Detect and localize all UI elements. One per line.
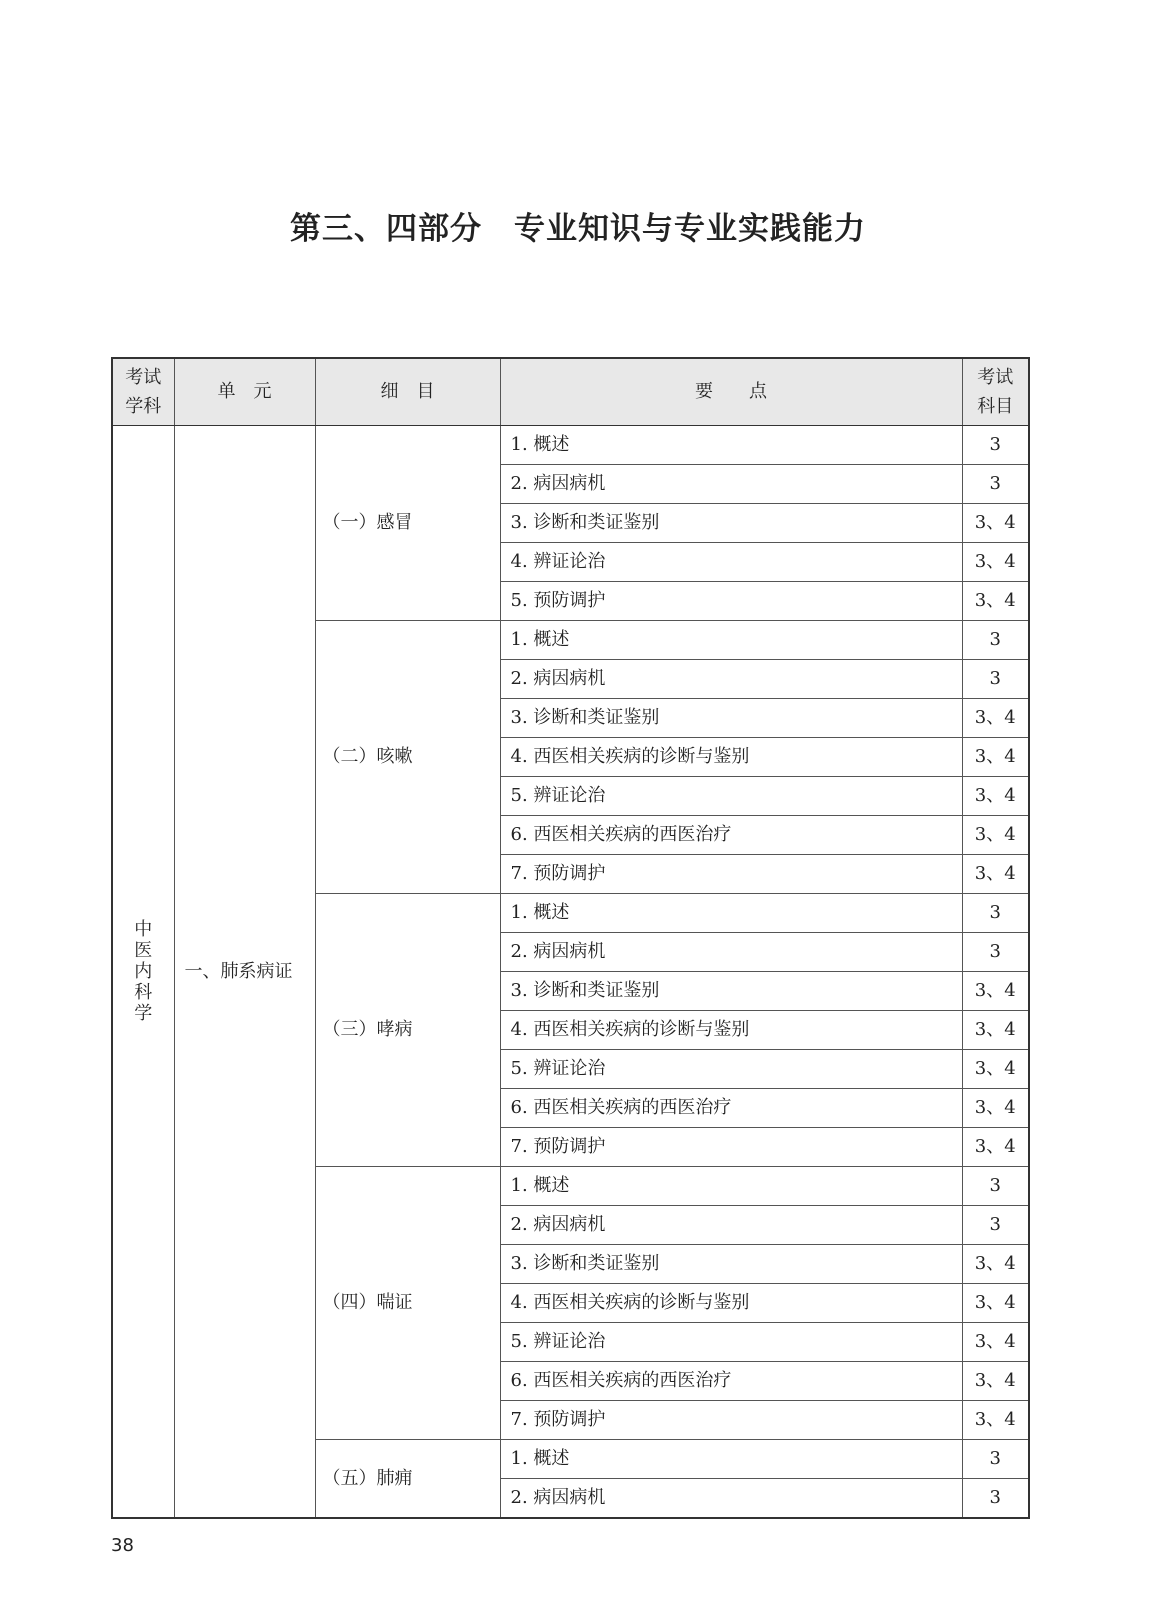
point-cell: 4. 西医相关疾病的诊断与鉴别 [500,1011,962,1050]
level-cell: 3、4 [962,738,1029,777]
point-cell: 3. 诊断和类证鉴别 [500,504,962,543]
level-cell: 3、4 [962,855,1029,894]
level-cell: 3、4 [962,504,1029,543]
point-cell: 1. 概述 [500,894,962,933]
point-cell: 7. 预防调护 [500,1128,962,1167]
page-title: 第三、四部分 专业知识与专业实践能力 [290,211,866,247]
level-cell: 3 [962,1479,1029,1519]
level-cell: 3 [962,660,1029,699]
level-cell: 3 [962,1440,1029,1479]
level-cell: 3 [962,621,1029,660]
point-cell: 1. 概述 [500,426,962,465]
point-cell: 4. 西医相关疾病的诊断与鉴别 [500,1284,962,1323]
level-cell: 3、4 [962,1323,1029,1362]
point-cell: 5. 预防调护 [500,582,962,621]
header-level: 考试科目 [962,358,1029,426]
point-cell: 1. 概述 [500,621,962,660]
level-cell: 3 [962,465,1029,504]
point-cell: 1. 概述 [500,1440,962,1479]
point-cell: 7. 预防调护 [500,1401,962,1440]
syllabus-table [111,357,1030,1519]
point-cell: 3. 诊断和类证鉴别 [500,699,962,738]
unit-cell: 一、肺系病证 [174,426,315,1519]
item-cell: （五）肺痈 [315,1440,500,1519]
header-item: 细 目 [315,358,500,426]
point-cell: 2. 病因病机 [500,1206,962,1245]
item-cell: （一）感冒 [315,426,500,621]
level-cell: 3、4 [962,777,1029,816]
point-cell: 5. 辨证论治 [500,1050,962,1089]
table-body [112,426,1029,1519]
header-subject: 考试学科 [112,358,174,426]
point-cell: 6. 西医相关疾病的西医治疗 [500,1089,962,1128]
level-cell: 3、4 [962,1284,1029,1323]
level-cell: 3、4 [962,1128,1029,1167]
table-header-row [112,358,1029,426]
level-cell: 3 [962,426,1029,465]
point-cell: 2. 病因病机 [500,465,962,504]
item-cell: （三）哮病 [315,894,500,1167]
point-cell: 5. 辨证论治 [500,1323,962,1362]
point-cell: 2. 病因病机 [500,933,962,972]
level-cell: 3、4 [962,582,1029,621]
point-cell: 1. 概述 [500,1167,962,1206]
point-cell: 7. 预防调护 [500,855,962,894]
point-cell: 4. 西医相关疾病的诊断与鉴别 [500,738,962,777]
page-number: 38 [111,1535,134,1556]
header-unit: 单 元 [174,358,315,426]
level-cell: 3、4 [962,1362,1029,1401]
point-cell: 4. 辨证论治 [500,543,962,582]
level-cell: 3、4 [962,816,1029,855]
point-cell: 3. 诊断和类证鉴别 [500,1245,962,1284]
table-row [112,426,1029,465]
level-cell: 3、4 [962,1089,1029,1128]
level-cell: 3 [962,1167,1029,1206]
level-cell: 3 [962,894,1029,933]
level-cell: 3 [962,1206,1029,1245]
level-cell: 3、4 [962,1245,1029,1284]
level-cell: 3、4 [962,1050,1029,1089]
point-cell: 2. 病因病机 [500,1479,962,1519]
level-cell: 3、4 [962,1011,1029,1050]
level-cell: 3、4 [962,972,1029,1011]
item-cell: （四）喘证 [315,1167,500,1440]
level-cell: 3、4 [962,1401,1029,1440]
point-cell: 5. 辨证论治 [500,777,962,816]
point-cell: 6. 西医相关疾病的西医治疗 [500,1362,962,1401]
level-cell: 3、4 [962,543,1029,582]
point-cell: 2. 病因病机 [500,660,962,699]
item-cell: （二）咳嗽 [315,621,500,894]
level-cell: 3、4 [962,699,1029,738]
point-cell: 3. 诊断和类证鉴别 [500,972,962,1011]
level-cell: 3 [962,933,1029,972]
point-cell: 6. 西医相关疾病的西医治疗 [500,816,962,855]
subject-cell: 中医内科学 [112,426,174,1519]
header-point: 要 点 [500,358,962,426]
